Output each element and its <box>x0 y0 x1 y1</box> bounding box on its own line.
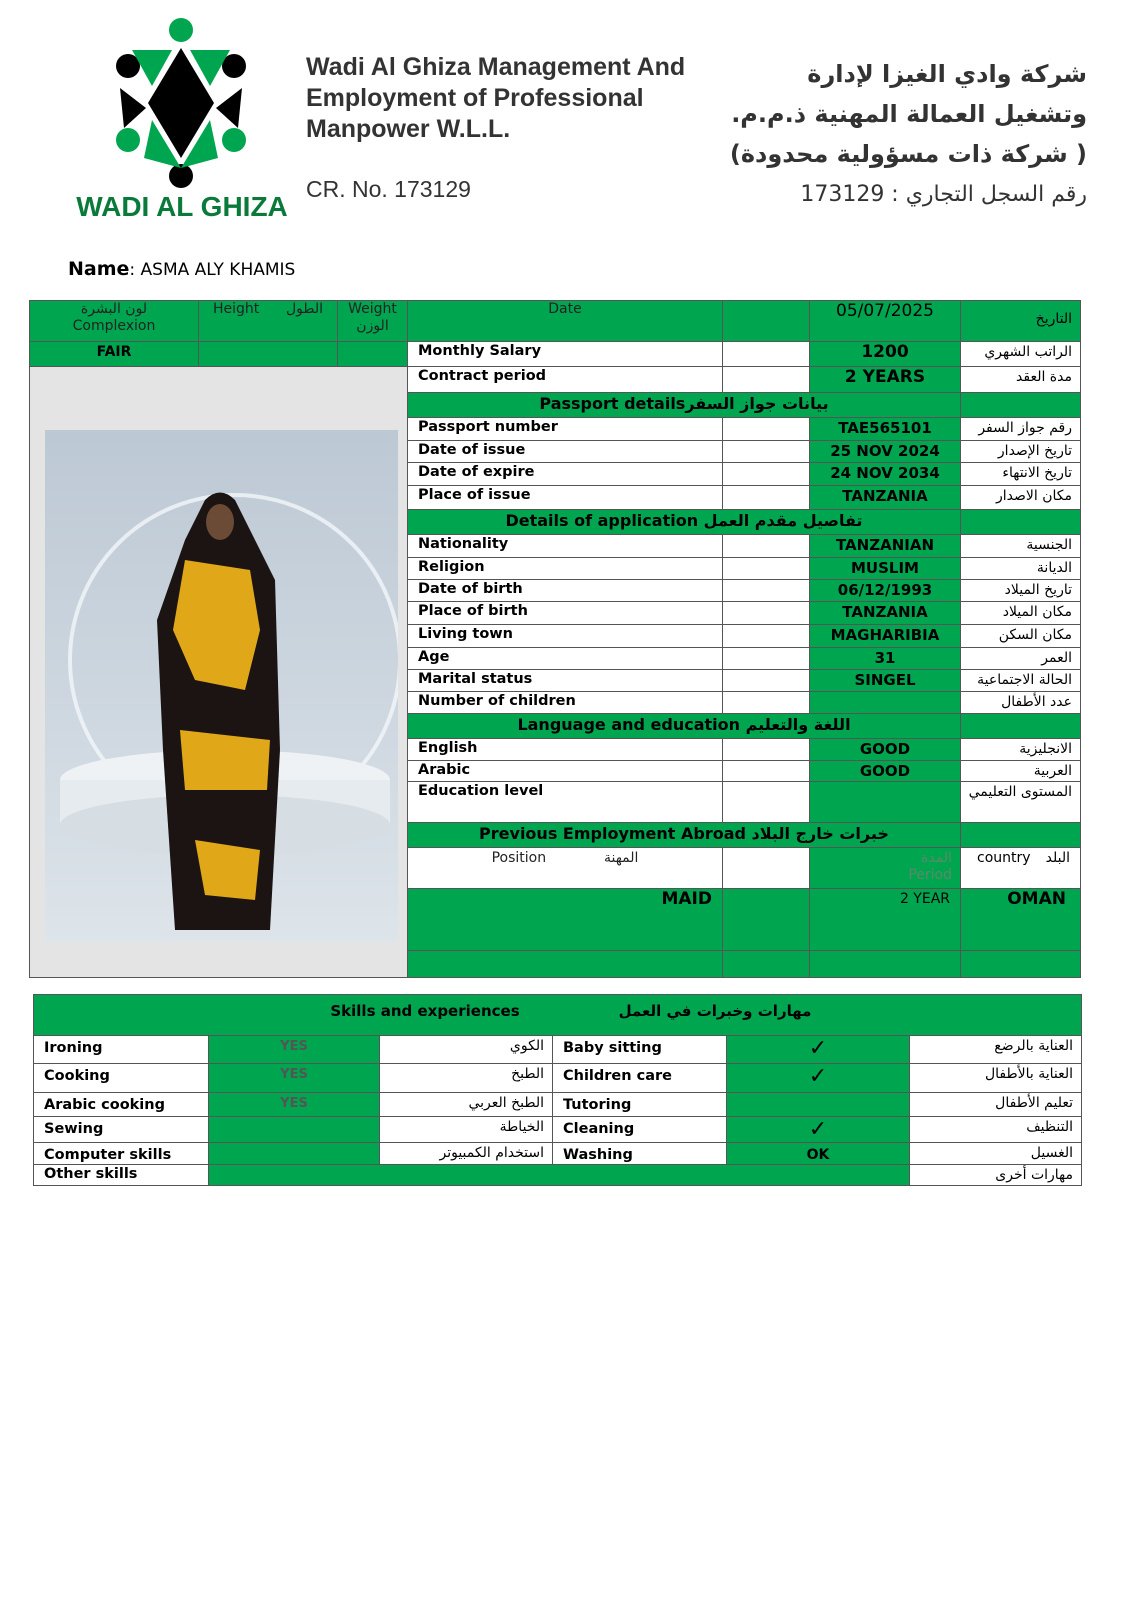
employment-empty-row-0 <box>407 950 723 978</box>
skill-computer-skills-label-ar: استخدام الكمبيوتر <box>379 1142 553 1166</box>
english-blank <box>722 738 810 761</box>
complexion-label-ar: لون البشرة <box>80 301 148 317</box>
english-value: GOOD <box>809 738 961 761</box>
other-skills-value <box>208 1164 910 1186</box>
arabic-label: Arabic <box>407 760 723 782</box>
nationality-label-ar: الجنسية <box>960 534 1081 558</box>
skill-baby-sitting-label: Baby sitting <box>552 1035 727 1064</box>
age-blank <box>722 647 810 670</box>
employment-blank <box>722 888 810 951</box>
passport-number-label: Passport number <box>407 417 723 441</box>
date-of-birth-label: Date of birth <box>407 579 723 602</box>
skill-sewing-label: Sewing <box>33 1116 209 1143</box>
height-label-ar: الطول <box>285 301 324 317</box>
language-section-header: Language and education اللغة والتعليم <box>407 713 961 739</box>
skill-children-care-label-ar: العناية بالأطفال <box>909 1063 1082 1093</box>
skills-title-en: Skills and experiences <box>330 1003 520 1020</box>
company-name-ar: شركة وادي الغيزا لإدارة وتشغيل العمالة المهنية ذ.م.م. ( شركة ذات مسؤولية محدودة) <box>729 60 1087 168</box>
date-of-expire-value: 24 NOV 2034 <box>809 462 961 486</box>
arabic-value: GOOD <box>809 760 961 782</box>
skill-ironing-value: YES <box>208 1035 380 1064</box>
language-section-header-end <box>960 713 1081 739</box>
number-of-children-value <box>809 691 961 715</box>
skills-title-ar: مهارات وخبرات في العمل <box>618 1003 812 1020</box>
skill-computer-skills-label: Computer skills <box>33 1142 209 1166</box>
date-of-birth-label-ar: تاريخ الميلاد <box>960 579 1081 602</box>
complexion-value: FAIR <box>29 341 199 367</box>
monthly-salary-label: Monthly Salary <box>407 341 723 367</box>
application-section-header-end <box>960 509 1081 535</box>
religion-blank <box>722 557 810 580</box>
arabic-blank <box>722 760 810 782</box>
contract-period-label-ar: مدة العقد <box>960 366 1081 393</box>
nationality-label: Nationality <box>407 534 723 558</box>
place-of-issue-value: TANZANIA <box>809 485 961 511</box>
period-label-ar: المدة <box>921 850 952 866</box>
complexion-header <box>29 300 199 342</box>
date-of-issue-label-ar: تاريخ الإصدار <box>960 440 1081 463</box>
religion-label-ar: الديانة <box>960 557 1081 580</box>
skill-washing-value: OK <box>726 1142 910 1166</box>
religion-value: MUSLIM <box>809 557 961 580</box>
date-blank <box>722 300 810 342</box>
period-label-en: Period <box>908 867 952 883</box>
date-of-issue-value: 25 NOV 2024 <box>809 440 961 463</box>
living-town-blank <box>722 624 810 648</box>
place-of-birth-value: TANZANIA <box>809 601 961 625</box>
place-of-issue-label-ar: مكان الاصدار <box>960 485 1081 511</box>
education-level-label-ar: المستوى التعليمي <box>960 781 1081 823</box>
skill-cleaning-value: ✓ <box>726 1116 910 1143</box>
education-level-value <box>809 781 961 823</box>
passport-number-blank <box>722 417 810 441</box>
education-level-label: Education level <box>407 781 723 823</box>
religion-label: Religion <box>407 557 723 580</box>
date-of-expire-label: Date of expire <box>407 462 723 486</box>
age-value: 31 <box>809 647 961 670</box>
english-label: English <box>407 738 723 761</box>
country-header <box>960 847 1081 889</box>
company-name-en: Wadi Al Ghiza Management And Employment of Professional Manpower W.L.L. <box>306 53 686 143</box>
skill-sewing-value <box>208 1116 380 1143</box>
complexion-label-en: Complexion <box>72 318 156 334</box>
skill-cooking-value: YES <box>208 1063 380 1093</box>
position-header <box>407 847 723 889</box>
passport-section-header-end <box>960 392 1081 418</box>
logo-text: WADI AL GHIZA <box>76 191 288 222</box>
number-of-children-label-ar: عدد الأطفال <box>960 691 1081 715</box>
date-label: Date <box>407 300 723 342</box>
skill-baby-sitting-label-ar: العناية بالرضع <box>909 1035 1082 1064</box>
country-label-en: country <box>977 850 1031 866</box>
age-label-ar: العمر <box>960 647 1081 670</box>
number-of-children-label: Number of children <box>407 691 723 715</box>
place-of-birth-label-ar: مكان الميلاد <box>960 601 1081 625</box>
name-value: : ASMA ALY KHAMIS <box>129 260 296 280</box>
skill-children-care-value: ✓ <box>726 1063 910 1093</box>
date-of-issue-label: Date of issue <box>407 440 723 463</box>
monthly-salary-label-ar: الراتب الشهري <box>960 341 1081 367</box>
skill-baby-sitting-value: ✓ <box>726 1035 910 1064</box>
employment-section-header-end <box>960 822 1081 848</box>
living-town-label-ar: مكان السكن <box>960 624 1081 648</box>
arabic-label-ar: العربية <box>960 760 1081 782</box>
cr-number-ar: رقم السجل التجاري : 173129 <box>800 182 1087 207</box>
position-blank <box>722 847 810 889</box>
monthly-salary-value: 1200 <box>809 341 961 367</box>
skills-header-bar <box>33 994 1082 1036</box>
skill-arabic-cooking-label-ar: الطبخ العربي <box>379 1092 553 1117</box>
skill-ironing-label: Ironing <box>33 1035 209 1064</box>
date-of-expire-label-ar: تاريخ الانتهاء <box>960 462 1081 486</box>
other-skills-label-ar: مهارات أخرى <box>909 1164 1082 1186</box>
skill-tutoring-label: Tutoring <box>552 1092 727 1117</box>
employment-empty-row-2 <box>809 950 961 978</box>
place-of-issue-label: Place of issue <box>407 485 723 511</box>
marital-status-value: SINGEL <box>809 669 961 692</box>
skill-children-care-label: Children care <box>552 1063 727 1093</box>
number-of-children-blank <box>722 691 810 715</box>
skill-washing-label-ar: الغسيل <box>909 1142 1082 1166</box>
skill-computer-skills-value <box>208 1142 380 1166</box>
skill-cleaning-label: Cleaning <box>552 1116 727 1143</box>
place-of-birth-label: Place of birth <box>407 601 723 625</box>
date-of-issue-blank <box>722 440 810 463</box>
passport-number-label-ar: رقم جواز السفر <box>960 417 1081 441</box>
height-header <box>198 300 338 342</box>
nationality-value: TANZANIAN <box>809 534 961 558</box>
skill-arabic-cooking-value: YES <box>208 1092 380 1117</box>
place-of-issue-blank <box>722 485 810 511</box>
company-logo <box>60 8 305 233</box>
other-skills-label: Other skills <box>33 1164 209 1186</box>
living-town-value: MAGHARIBIA <box>809 624 961 648</box>
skill-cleaning-label-ar: التنظيف <box>909 1116 1082 1143</box>
height-label-en: Height <box>212 301 260 317</box>
date-label-ar: التاريخ <box>960 300 1081 342</box>
position-label-ar: المهنة <box>603 850 639 866</box>
cr-number-en: CR. No. 173129 <box>306 176 471 202</box>
application-section-header: Details of application تفاصيل مقدم العمل <box>407 509 961 535</box>
weight-value <box>337 341 408 367</box>
place-of-birth-blank <box>722 601 810 625</box>
candidate-photo <box>45 430 398 942</box>
weight-label-en: Weight <box>348 301 397 317</box>
date-of-birth-value: 06/12/1993 <box>809 579 961 602</box>
passport-section-header: Passport detailsبيانات جواز السفر <box>407 392 961 418</box>
marital-status-label-ar: الحالة الاجتماعية <box>960 669 1081 692</box>
weight-header <box>337 300 408 342</box>
date-of-expire-blank <box>722 462 810 486</box>
country-value: OMAN <box>960 888 1081 951</box>
employment-empty-row-1 <box>722 950 810 978</box>
country-label-ar: البلد <box>1045 850 1070 866</box>
date-of-birth-blank <box>722 579 810 602</box>
marital-status-label: Marital status <box>407 669 723 692</box>
candidate-name <box>68 258 295 280</box>
education-level-blank <box>722 781 810 823</box>
height-value <box>198 341 338 367</box>
skill-ironing-label-ar: الكوي <box>379 1035 553 1064</box>
period-header <box>809 847 961 889</box>
marital-status-blank <box>722 669 810 692</box>
skill-arabic-cooking-label: Arabic cooking <box>33 1092 209 1117</box>
employment-section-header: Previous Employment Abroad خبرات خارج البلاد <box>407 822 961 848</box>
skill-tutoring-label-ar: تعليم الأطفال <box>909 1092 1082 1117</box>
name-label: Name <box>68 258 130 280</box>
contract-period-label: Contract period <box>407 366 723 393</box>
monthly-salary-blank <box>722 341 810 367</box>
skill-cooking-label: Cooking <box>33 1063 209 1093</box>
skill-sewing-label-ar: الخياطة <box>379 1116 553 1143</box>
skill-cooking-label-ar: الطبخ <box>379 1063 553 1093</box>
living-town-label: Living town <box>407 624 723 648</box>
date-value: 05/07/2025 <box>809 300 961 342</box>
contract-period-blank <box>722 366 810 393</box>
skill-washing-label: Washing <box>552 1142 727 1166</box>
passport-number-value: TAE565101 <box>809 417 961 441</box>
age-label: Age <box>407 647 723 670</box>
position-value: MAID <box>407 888 723 951</box>
position-label-en: Position <box>491 850 547 866</box>
employment-empty-row-3 <box>960 950 1081 978</box>
weight-label-ar: الوزن <box>356 318 389 334</box>
contract-period-value: 2 YEARS <box>809 366 961 393</box>
skill-tutoring-value <box>726 1092 910 1117</box>
period-value: 2 YEAR <box>809 888 961 951</box>
nationality-blank <box>722 534 810 558</box>
english-label-ar: الانجليزية <box>960 738 1081 761</box>
